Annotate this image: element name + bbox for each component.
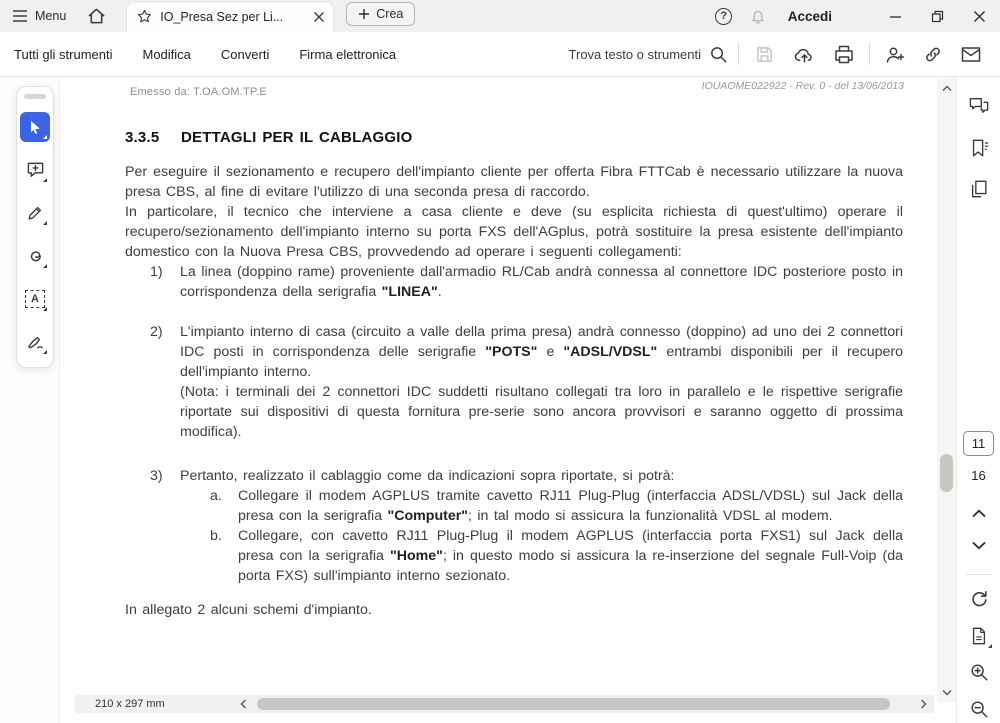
text-box-icon [25,290,45,308]
section-title: DETTAGLI PER IL CABLAGGIO [181,129,413,146]
menu-label: Menu [35,9,67,23]
divider [966,574,992,575]
close-icon [973,10,986,23]
list-item-1 [125,262,903,302]
save-icon [755,45,774,64]
vertical-scrollbar[interactable] [937,78,956,702]
page-number-input[interactable] [963,431,994,456]
crea-button[interactable] [346,2,415,26]
crea-label: Crea [376,7,404,21]
minimize-button[interactable] [874,0,916,32]
add-text-tool-button[interactable] [20,284,50,314]
rotate-icon [969,589,989,609]
document-tab[interactable] [126,1,334,32]
list-marker: 1) [150,264,163,280]
help-button[interactable] [710,2,738,30]
flyout-indicator [988,644,992,648]
sub-item-a [125,486,903,526]
menu-item-firma-elettronica[interactable]: Firma elettronica [299,46,397,62]
closing-line: In allegato 2 alcuni schemi d'impianto. [125,602,372,618]
scroll-left-button[interactable] [233,695,255,713]
list-item-3 [125,466,903,486]
save-button[interactable] [749,39,779,69]
loop-icon [26,248,44,264]
menu-item-modifica[interactable]: Modifica [142,46,191,62]
list-item-text: La linea (doppino rame) proveniente dall'armadio RL/Cab andrà connessa al connettore IDC posteriore posto in corrispondenza della serigrafia "LINEA". [180,264,903,300]
cloud-upload-icon [794,45,815,64]
zoom-in-button[interactable] [964,658,994,686]
list-marker: 3) [150,468,163,484]
next-page-button[interactable] [964,532,994,560]
titlebar [0,0,1000,32]
main-area [0,78,1000,723]
fill-sign-tool-button[interactable] [20,327,50,357]
find-label: Trova testo o strumenti [568,46,701,62]
zoom-in-icon [969,662,989,682]
toolbar [0,32,1000,77]
pdf-page [60,78,936,723]
lasso-tool-button[interactable] [20,241,50,271]
home-icon [87,7,106,25]
signature-pen-icon [26,334,45,351]
menu-button[interactable] [12,0,66,32]
pages-icon [969,179,989,199]
draw-tool-button[interactable] [20,198,50,228]
page-total: 16 [971,468,986,484]
page-view-icon [970,626,988,646]
plus-icon [358,8,370,20]
printer-icon [834,45,854,64]
bookmark-icon [968,138,990,158]
sub-item-text: Collegare il modem AGPLUS tramite cavetto RJ11 Plug-Plug (interfaccia ADSL/VDSL) sul Jack della presa con la serigrafia "Computer"; in tal modo si assicura la funzionalità VDSL al modem. [238,488,903,524]
status-bar [75,695,934,713]
restore-button[interactable] [916,0,958,32]
previous-page-button[interactable] [964,499,994,527]
bookmarks-panel-button[interactable] [964,133,994,161]
doc-header-issuer: Emesso da: T.OA.OM.TP.E [130,86,267,98]
menu-item-converti[interactable]: Converti [220,46,270,62]
find-tools-button[interactable] [569,45,728,64]
list-marker: a. [210,488,222,504]
text-tool-glyph: A [31,293,39,305]
minimize-icon [889,10,902,23]
star-icon[interactable] [137,9,152,24]
toolbar-drag-handle[interactable] [24,94,46,99]
paragraph: Per eseguire il sezionamento e recupero dell'impianto cliente per offerta Fibra FTTCab è necessario utilizzare la nuova presa CBS, al fine di evitare l'utilizzo di una seconda presa di raccordo. [125,164,903,200]
divider [869,43,870,65]
help-icon: ? [715,8,732,25]
share-link-button[interactable] [918,39,948,69]
list-marker: 2) [150,324,163,340]
tab-close-icon[interactable] [313,11,325,23]
rotate-page-button[interactable] [964,585,994,613]
sub-item-b [125,526,903,586]
pencil-icon [26,204,44,222]
search-icon [709,45,728,64]
page-size-label: 210 x 297 mm [95,698,165,710]
list-marker: b. [210,528,222,544]
zoom-out-button[interactable] [964,694,994,722]
paragraph: In particolare, il tecnico che interviene a casa cliente e deve (su esplicita richiesta di quest'ultimo) operare il recupero/sezionamento dell'impianto interno su porta FXS dell'AGplus, potrà sostituire la presa esistente dell'impianto domestico con la Nuova Presa CBS, provvedendo ad operare i seguenti collegamenti: [125,204,903,260]
list-item-note: (Nota: i terminali dei 2 connettori IDC suddetti risultano collegati tra loro in parallelo e le rispettive serigrafie riportate sui dispositivi di questa fornitura pre-serie sono ancora provvisori e saranno oggetto di prossima modifica). [180,384,903,440]
envelope-icon [961,46,981,63]
email-button[interactable] [956,39,986,69]
upload-cloud-button[interactable] [789,39,819,69]
scroll-down-button[interactable] [937,684,956,700]
vertical-scroll-thumb[interactable] [940,454,953,492]
sub-item-text: Collegare, con cavetto RJ11 Plug-Plug il modem AGPLUS (interfaccia porta FXS1) sul Jack della presa con la serigrafia "Home"; in questo modo si assicura la re-inserzione del segnale Full-Voip (da porta FXS) sull'impianto interno sezionato. [238,528,903,584]
page-display-button[interactable] [964,622,994,650]
print-button[interactable] [829,39,859,69]
select-tool-button[interactable] [20,112,50,142]
menu-item-tutti-gli-strumenti[interactable]: Tutti gli strumenti [14,46,113,62]
divider [738,43,739,65]
notifications-button[interactable] [744,2,772,30]
chevron-down-icon [972,541,986,550]
comments-panel-button[interactable] [964,92,994,120]
right-panel [956,78,1000,723]
cursor-arrow-icon [27,119,43,135]
add-comment-tool-button[interactable] [20,155,50,185]
section-heading [125,128,903,148]
home-button[interactable] [82,2,110,30]
person-add-icon [885,45,905,64]
zoom-out-icon [969,699,989,719]
comments-icon [968,96,990,116]
horizontal-scrollbar[interactable] [257,697,910,711]
quick-tools-toolbar [16,86,54,368]
tab-title: IO_Presa Sez per Li... [160,9,284,24]
link-icon [923,45,943,64]
request-signature-button[interactable] [880,39,910,69]
accedi-button[interactable]: Accedi [787,8,832,24]
page-thumbnails-button[interactable] [964,175,994,203]
close-button[interactable] [958,0,1000,32]
list-item-text: L'impianto interno di casa (circuito a valle della prima presa) andrà connesso (doppino) ad uno dei 2 connettori IDC posti in corrispondenza delle serigrafie "POTS" e "ADSL/VDSL" entrambi disponibili per il recupero dell'impianto interno. (Nota: i terminali dei 2 connettori IDC suddetti risultano collegati tra loro in parallelo e le rispettive serigrafie riportate sui dispositivi di questa fornitura pre-serie sono ancora provvisori e saranno oggetto di prossima modifica). [180,324,903,440]
horizontal-scroll-thumb[interactable] [257,698,891,710]
hamburger-icon [12,9,28,23]
scroll-right-button[interactable] [912,695,934,713]
comment-plus-icon [26,161,45,179]
list-item-text: Pertanto, realizzato il cablaggio come da indicazioni sopra riportate, si potrà: [180,468,675,484]
restore-icon [931,10,944,23]
list-item-2 [125,322,903,442]
scroll-up-button[interactable] [937,80,956,96]
chevron-up-icon [972,509,986,518]
doc-header-revision: IOUAOME022922 - Rev. 0 - del 13/06/2013 [701,80,904,92]
doc-body [125,128,903,620]
bell-icon [749,7,767,25]
section-number: 3.3.5 [125,129,160,146]
